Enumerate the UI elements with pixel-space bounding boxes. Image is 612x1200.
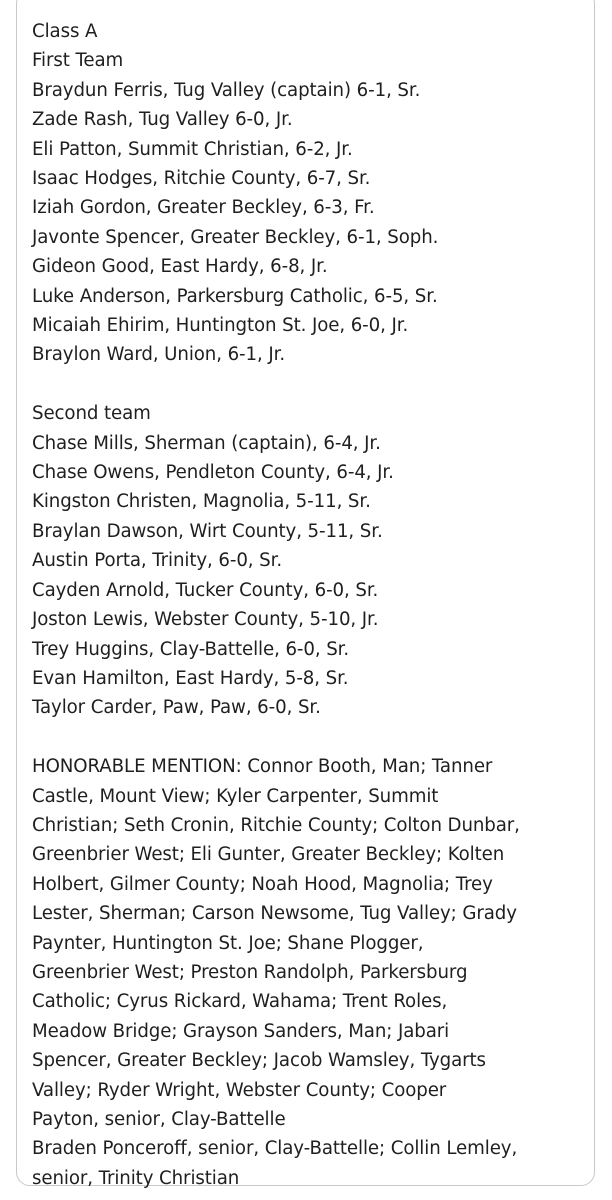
honorable-mention-line: senior, Trinity Christian (32, 1167, 240, 1189)
second-team-player: Austin Porta, Trinity, 6-0, Sr. (32, 550, 283, 572)
first-team-player: Luke Anderson, Parkersburg Catholic, 6-5, Sr. (32, 285, 438, 307)
honorable-mention-line: Castle, Mount View; Kyler Carpenter, Summit (32, 785, 439, 807)
honorable-mention-line: Braden Ponceroff, senior, Clay-Battelle; Collin Lemley, (32, 1138, 518, 1160)
second-team-player: Evan Hamilton, East Hardy, 5-8, Sr. (32, 667, 349, 689)
first-team-player: Javonte Spencer, Greater Beckley, 6-1, Soph. (32, 226, 439, 248)
second-team-player: Joston Lewis, Webster County, 5-10, Jr. (32, 609, 379, 631)
honorable-mention-line: Holbert, Gilmer County; Noah Hood, Magnolia; Trey (32, 873, 493, 895)
first-team-player: Micaiah Ehirim, Huntington St. Joe, 6-0, Jr. (32, 315, 409, 337)
honorable-mention-line: Payton, senior, Clay-Battelle (32, 1109, 286, 1130)
paragraph-gap (32, 370, 592, 399)
second-team-heading: Second team (32, 403, 151, 425)
second-team-player: Chase Mills, Sherman (captain), 6-4, Jr. (32, 432, 381, 454)
first-team-heading: First Team (32, 50, 124, 72)
second-team-player: Taylor Carder, Paw, Paw, 6-0, Sr. (32, 697, 321, 719)
honorable-mention-line: Valley; Ryder Wright, Webster County; Cooper (32, 1079, 447, 1101)
class-heading: Class A (32, 21, 98, 42)
honorable-mention-line: Spencer, Greater Beckley; Jacob Wamsley, Tygarts (32, 1050, 486, 1072)
honorable-mention-line: Greenbrier West; Eli Gunter, Greater Beckley; Kolten (32, 844, 505, 866)
honorable-mention-line: Paynter, Huntington St. Joe; Shane Plogger, (32, 932, 424, 954)
second-team-player: Cayden Arnold, Tucker County, 6-0, Sr. (32, 579, 379, 601)
first-team-player: Braylon Ward, Union, 6-1, Jr. (32, 344, 286, 366)
roster-document (32, 17, 592, 1193)
honorable-mention-line: Lester, Sherman; Carson Newsome, Tug Valley; Grady (32, 903, 517, 925)
first-team-player: Isaac Hodges, Ritchie County, 6-7, Sr. (32, 168, 371, 190)
first-team-player: Iziah Gordon, Greater Beckley, 6-3, Fr. (32, 197, 375, 219)
paragraph-gap (32, 723, 592, 752)
second-team-player: Kingston Christen, Magnolia, 5-11, Sr. (32, 491, 371, 513)
honorable-mention-line: Meadow Bridge; Grayson Sanders, Man; Jabari (32, 1020, 450, 1042)
second-team-player: Braylan Dawson, Wirt County, 5-11, Sr. (32, 520, 383, 542)
first-team-player: Eli Patton, Summit Christian, 6-2, Jr. (32, 138, 353, 160)
honorable-mention-line: Christian; Seth Cronin, Ritchie County; Colton Dunbar, (32, 814, 520, 836)
first-team-player: Zade Rash, Tug Valley 6-0, Jr. (32, 109, 293, 131)
honorable-mention-line: Greenbrier West; Preston Randolph, Parkersburg (32, 961, 468, 983)
honorable-mention-line: Catholic; Cyrus Rickard, Wahama; Trent Roles, (32, 991, 448, 1013)
first-team-player: Gideon Good, East Hardy, 6-8, Jr. (32, 256, 328, 278)
second-team-player: Chase Owens, Pendleton County, 6-4, Jr. (32, 462, 394, 484)
honorable-mention-paragraph (32, 752, 592, 1193)
second-team-player: Trey Huggins, Clay-Battelle, 6-0, Sr. (32, 638, 350, 660)
first-team-player: Braydun Ferris, Tug Valley (captain) 6-1, Sr. (32, 79, 421, 101)
honorable-mention-line: HONORABLE MENTION: Connor Booth, Man; Tanner (32, 756, 493, 778)
